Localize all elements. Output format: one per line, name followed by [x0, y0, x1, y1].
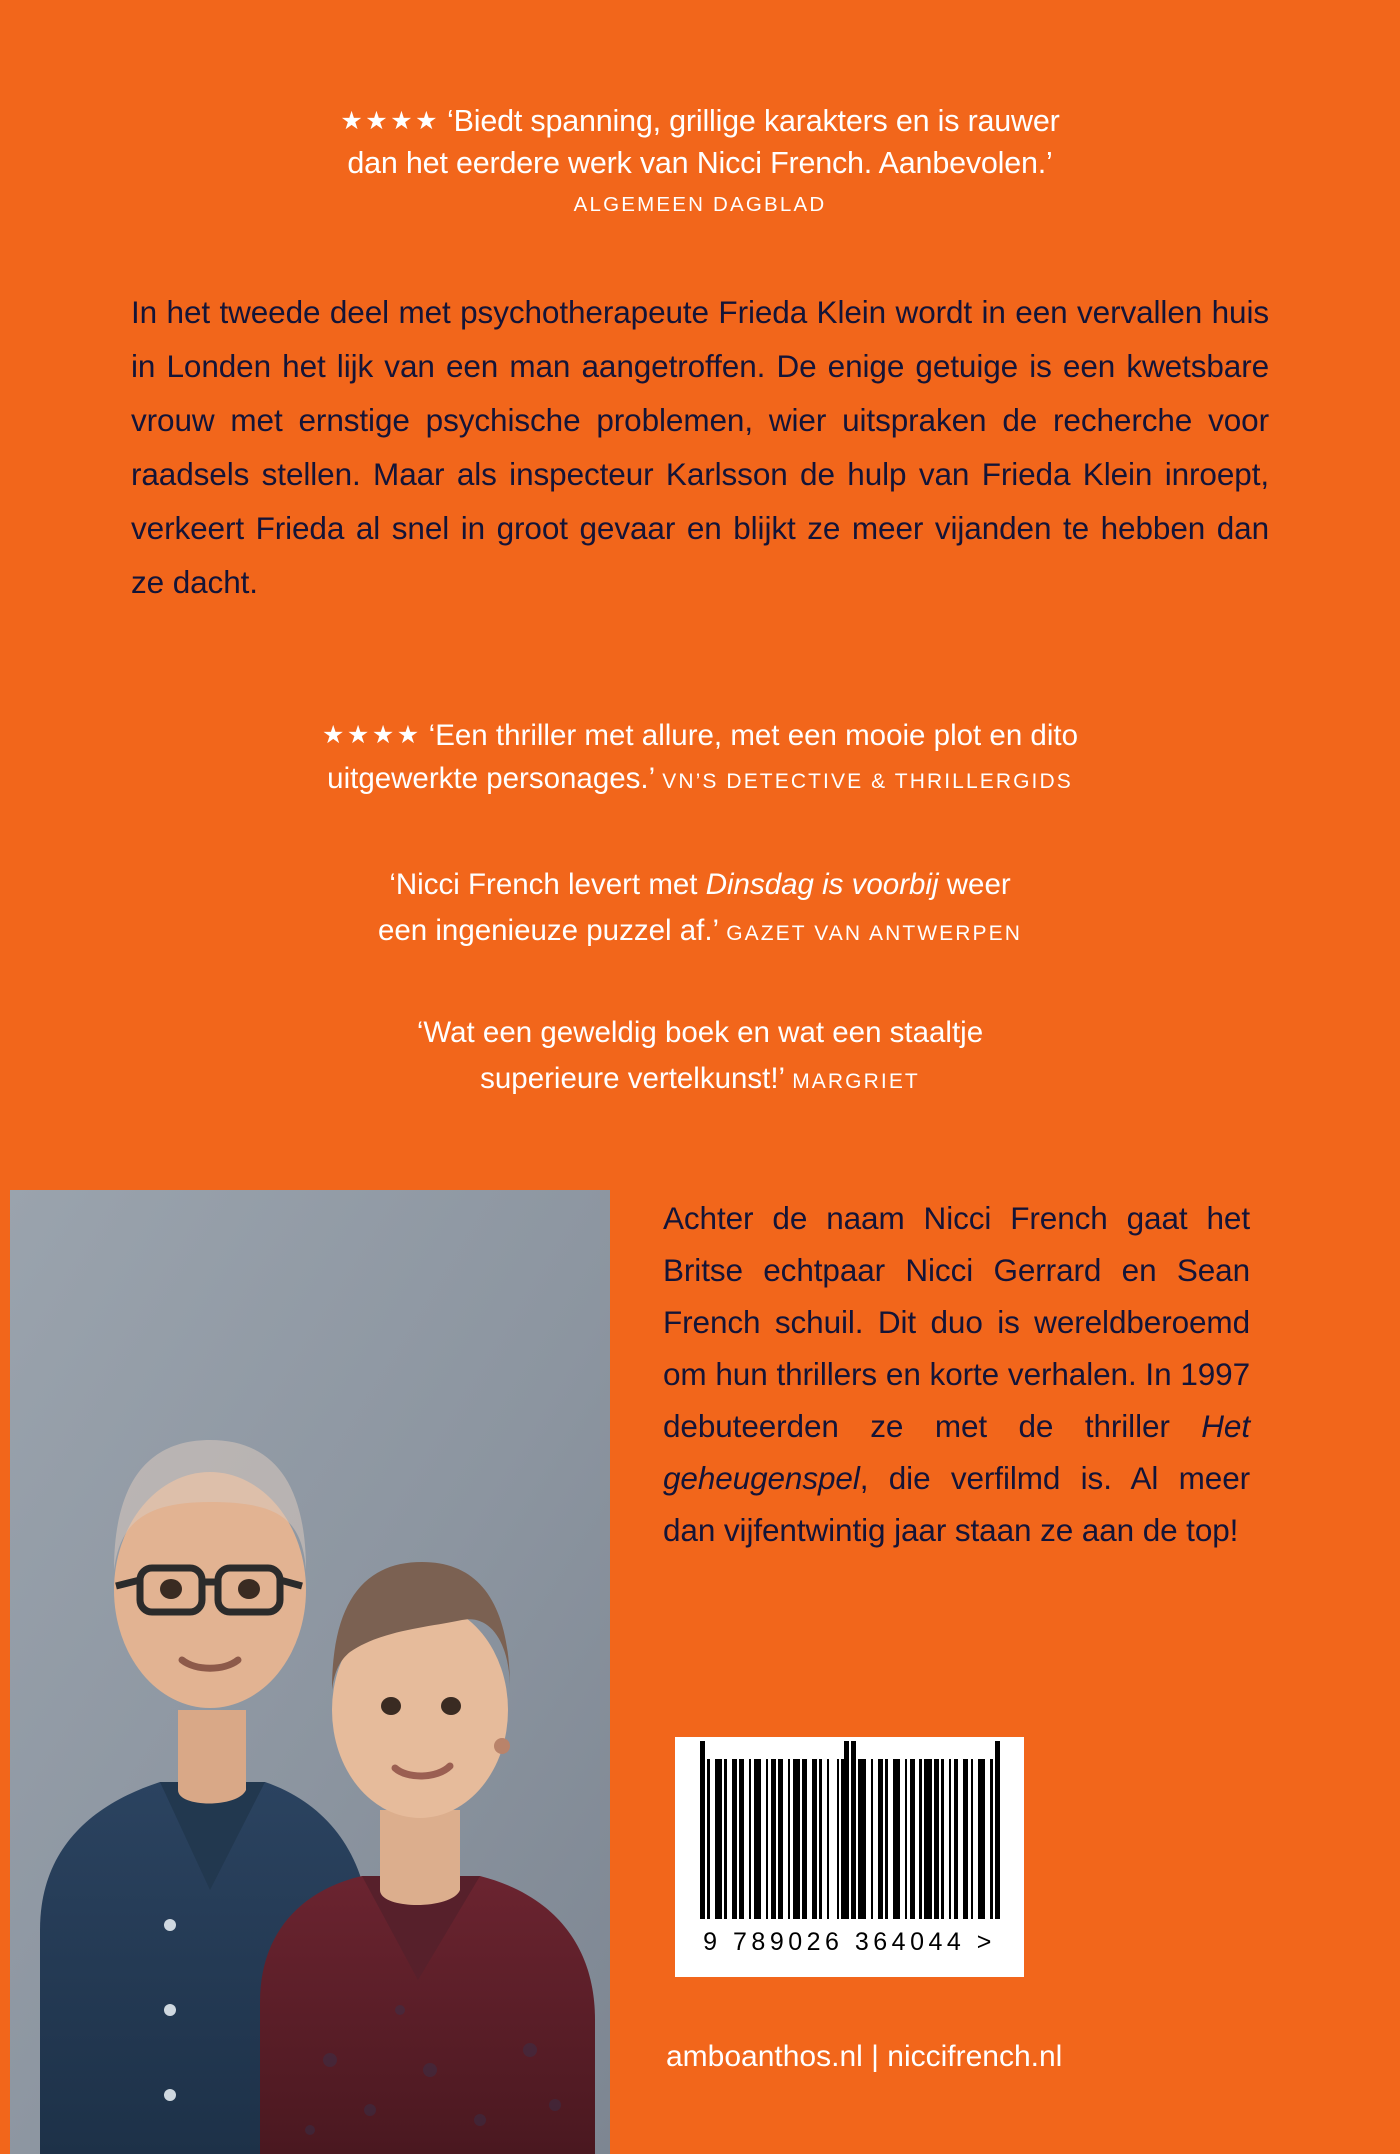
- review-3-line-1: [0, 862, 1400, 908]
- review-3-text-b: weer: [938, 868, 1011, 901]
- review-2-text-line-1: ‘Een thriller met allure, met een mooie plot en dito: [428, 719, 1078, 752]
- author-bio-book-title: Het geheugenspel: [663, 1408, 1250, 1496]
- review-block-2: [0, 714, 1400, 803]
- review-3-text-line-2: een ingenieuze puzzel af.’: [377, 914, 718, 947]
- review-4-text-line-2: superieure vertelkunst!’: [480, 1062, 785, 1095]
- review-3-source: GAZET VAN ANTWERPEN: [726, 922, 1023, 945]
- author-bio: [663, 1192, 1250, 1556]
- star-rating-icon: ★★★★: [322, 721, 422, 749]
- author-photo: [10, 1190, 610, 2154]
- review-1-line-1: [0, 100, 1400, 142]
- review-4-line-2: [0, 1056, 1400, 1105]
- book-blurb: In het tweede deel met psychotherapeute Frieda Klein wordt in een vervallen huis in Londen het lijk van een man aangetroffen. De enige getuige is een kwetsbare vrouw met ernstige psychische problemen, wier uitspraken de recherche voor raadsels stellen. Maar als inspecteur Karlsson de hulp van Frieda Klein inroept, verkeert Frieda al snel in groot gevaar en blijkt ze meer vijanden te hebben dan ze dacht.: [131, 294, 1269, 600]
- author-bio-part-1: Achter de naam Nicci French gaat het Britse echtpaar Nicci Gerrard en Sean French schuil. Dit duo is wereldberoemd om hun thrillers en korte verhalen. In 1997 debuteerden ze met de thriller: [663, 1200, 1250, 1444]
- review-1-text-line-1: ‘Biedt spanning, grillige karakters en is rauwer: [447, 104, 1060, 138]
- review-2-line-1: [0, 714, 1400, 757]
- author-photo-image: [10, 1190, 610, 2154]
- star-rating-icon: ★★★★: [340, 107, 441, 135]
- review-2-text-line-2: uitgewerkte personages.’: [327, 762, 655, 795]
- review-3-text-a: ‘Nicci French levert met: [389, 868, 706, 901]
- author-bio-part-2: , die verfilmd is. Al meer dan vijfentwintig jaar staan ze aan de top!: [663, 1460, 1250, 1548]
- review-block-1: [0, 100, 1400, 217]
- review-3-book-title: Dinsdag is voorbij: [705, 868, 939, 901]
- isbn-barcode: [675, 1737, 1024, 1977]
- review-2-source: VN’S DETECTIVE & THRILLERGIDS: [662, 770, 1073, 793]
- barcode-bars: [700, 1759, 1000, 1919]
- review-block-3: [0, 862, 1400, 957]
- publisher-website-links[interactable]: amboanthos.nl | niccifrench.nl: [666, 2040, 1063, 2073]
- review-2-line-2: [0, 757, 1400, 803]
- review-3-line-2: [0, 908, 1400, 957]
- review-block-4: [0, 1010, 1400, 1105]
- review-1-source: ALGEMEEN DAGBLAD: [573, 193, 827, 216]
- review-4-source: MARGRIET: [792, 1070, 920, 1093]
- review-1-line-2: dan het eerdere werk van Nicci French. Aanbevolen.’: [347, 146, 1053, 180]
- barcode-number: 9 789026 364044 >: [703, 1928, 996, 1956]
- review-4-line-1: ‘Wat een geweldig boek en wat een staaltje: [416, 1016, 984, 1049]
